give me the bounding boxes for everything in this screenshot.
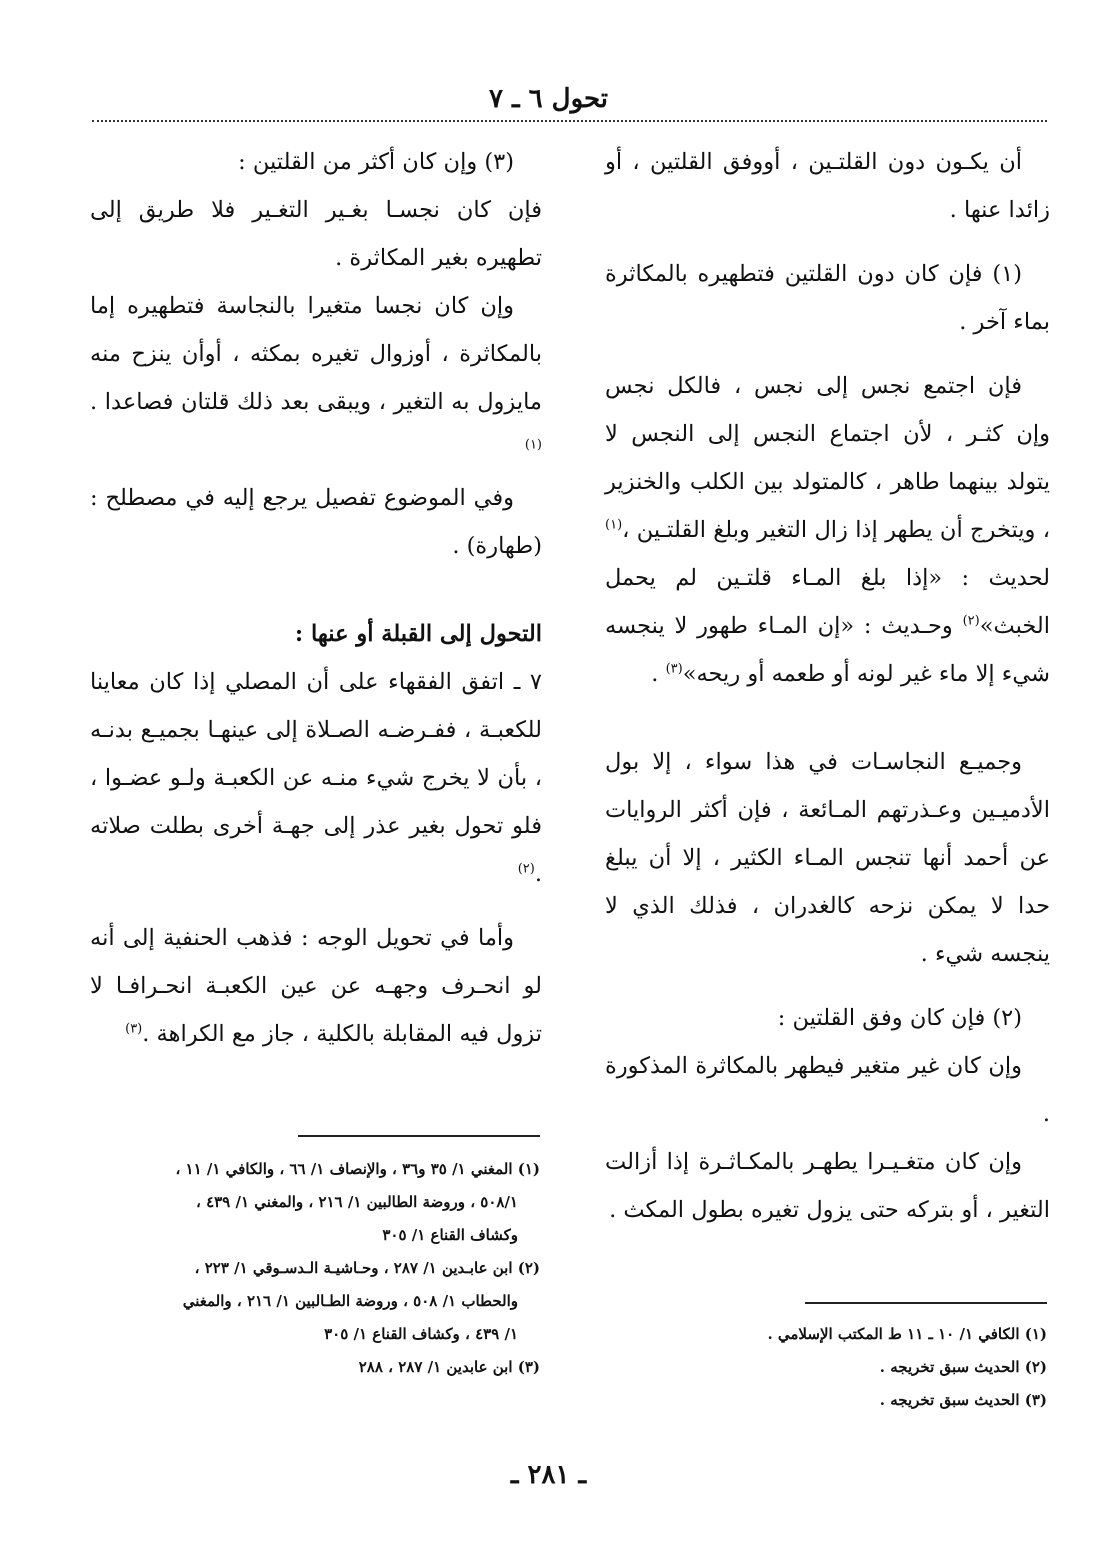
left-footnote-rule [298,1135,540,1137]
right-paragraph-2: (١) فإن كان دون القلتين فتطهيره بالمكاثرة بماء آخر . [605,261,1050,335]
left-paragraph-2: فإن كان نجسـا بغـير التغـير فلا طريق إلى تطهيره بغير المكاثرة . [90,197,542,271]
footnote-ref: (٢) [517,861,535,877]
footnote-item: (٣) الحديث سبق تخريجه . [879,1391,1047,1409]
footnote-item: (٢) ابن عابـدين ١/ ٢٨٧ ، وحـاشيـة الـدسـوقي ١/ ٢٢٣ ، [194,1259,540,1277]
footnote-item: (٣) ابن عابدين ١/ ٢٨٧ ، ٢٨٨ [358,1358,540,1376]
left-paragraph-4: وفي الموضوع تفصيل يرجع إليه في مصطلح : (طهارة) . [90,485,542,559]
left-paragraph-5 [90,658,542,898]
right-footnote-rule [805,1302,1047,1304]
footnote-item-continuation: والحطاب ١/ ٥٠٨ ، وروضة الطـالبين ١/ ٢١٦ ، والمغني [182,1292,518,1310]
right-paragraph-5: (٢) فإن كان وفق القلتين : [777,1005,1022,1031]
footnote-item: (١) الكافي ١/ ١٠ ـ ١١ ط المكتب الإسلامي . [767,1325,1047,1343]
running-header: تحول ٦ ـ ٧ [488,84,609,114]
right-paragraph-3-text-c: وحـديث : «إن المـاء طهور لا ينجسه شيء إلا ماء غير لونه أو طعمه أو ريحه» [605,613,1050,687]
right-paragraph-3-text-a: فإن اجتمع نجس إلى نجس ، فالكل نجس وإن كثـر ، لأن اجتماع النجس إلى النجس لا يتولد بينهما طاهر ، كالمتولد بين الكلب والخنزير ، ويتخرج أن يطهر إذا زال التغير وبلغ القلتـين ، [605,373,1050,543]
footnote-ref: (٣) [125,1021,143,1037]
left-paragraph-5-text: ٧ ـ اتفق الفقهاء على أن المصلي إذا كان معاينا للكعبـة ، ففـرضـه الصـلاة إلى عينهـا بجميـع بدنـه ، بأن لا يخرج شيء منـه عن الكعبـة ولـو عضـوا ، فلو تحول بغير عذر إلى جهـة أخرى بطلت صلاته . [90,669,542,887]
right-column [605,138,1050,1234]
right-paragraph-7: وإن كان متغـيـرا يطهـر بالمكـاثـرة إذا أزالت التغير ، أو بتركه حتى يزول تغيره بطول المكث . [605,1149,1050,1223]
page-number: ـ ٢٨١ ـ [510,1460,587,1490]
footnote-ref: (٣) [665,661,683,677]
right-paragraph-3 [605,362,1050,698]
right-paragraph-3-text-b: لحديث : «إذا بلغ المـاء قلتـين لم يحمل الخبث» [605,565,1050,639]
right-paragraph-4: وجميـع النجاسـات في هذا سواء ، إلا بول الأدميـين وعـذرتهم المـائعة ، فإن أكثر الروايات عن أحمد أنها تنجس المـاء الكثير ، إلا أن يبلغ حدا لا يمكن نزحه كالغدران ، فذلك الذي لا ينجسه شيء . [605,749,1050,967]
left-paragraph-3-text: وإن كان نجسا متغيرا بالنجاسة فتطهيره إما بالمكاثرة ، أوزوال تغيره بمكثه ، أوأن ينزح منه مايزول به التغير ، ويبقى بعد ذلك قلتان فصاعدا . [90,293,542,415]
right-paragraph-1: أن يكـون دون القلتـين ، أووفق القلتين ، أو زائدا عنها . [605,149,1050,223]
left-paragraph-1: (٣) وإن كان أكثر من القلتين : [238,149,514,175]
footnote-item: (٢) الحديث سبق تخريجه . [879,1358,1047,1376]
left-footnotes [92,1153,540,1384]
footnote-item-continuation: ١/ ٤٣٩ ، وكشاف القناع ١/ ٣٠٥ [324,1325,518,1343]
section-heading: التحول إلى القبلة أو عنها : [294,621,542,647]
left-paragraph-6 [90,914,542,1058]
right-footnotes [600,1318,1047,1417]
footnote-ref: (١) [524,437,542,453]
left-paragraph-6-text: وأما في تحويل الوجه : فذهب الحنفية إلى أنه لو انحـرف وجهـه عن عين الكعبـة انحـرافـا لا تزول فيه المقابلة بالكلية ، جاز مع الكراهة . [90,925,542,1047]
right-paragraph-6: وإن كان غير متغير فيطهر بالمكاثرة المذكورة . [605,1053,1050,1127]
left-column [90,138,542,1058]
header-dotted-rule [92,120,1047,122]
footnote-item-continuation: ٥٠٨/١ ، وروضة الطالبين ١/ ٢١٦ ، والمغني ١/ ٤٣٩ ، [195,1193,518,1211]
footnote-ref: (١) [605,517,623,533]
footnote-item: (١) المغني ١/ ٣٥ و٣٦ ، والإنصاف ١/ ٦٦ ، والكافي ١/ ١١ ، [175,1160,540,1178]
footnote-ref: (٢) [962,613,980,629]
left-paragraph-3 [90,282,542,474]
right-paragraph-3-text-d: . [651,661,666,687]
footnote-item-continuation: وكشاف القناع ١/ ٣٠٥ [382,1226,518,1244]
